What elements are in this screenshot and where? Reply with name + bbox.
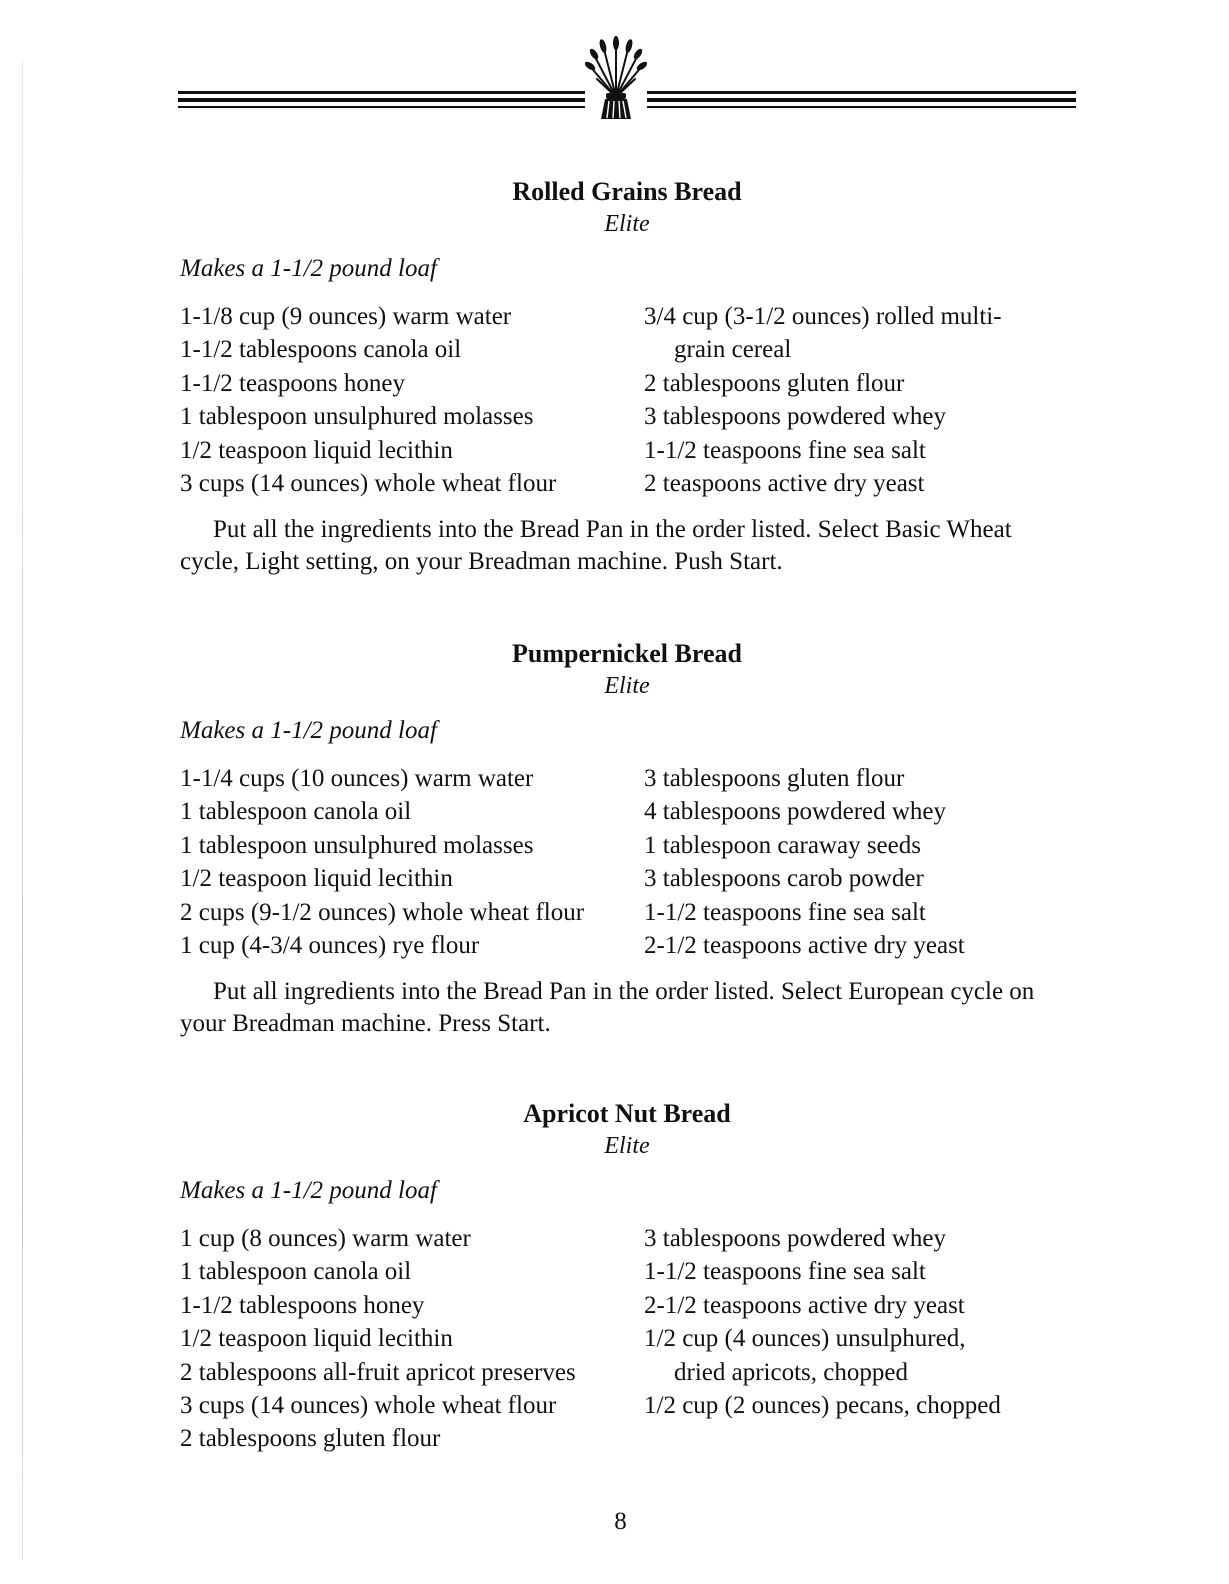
recipe-apricot-nut-bread xyxy=(0,1098,1229,1453)
ingredient: 2 tablespoons gluten flour xyxy=(180,1425,441,1453)
ingredient-list-right xyxy=(644,1222,1001,1422)
ingredient: 1-1/2 teaspoons honey xyxy=(180,369,405,397)
wheat-sheaf-icon xyxy=(585,35,647,121)
ingredient: 3/4 cup (3-1/2 ounces) rolled multi- xyxy=(644,303,1002,330)
recipe-yield: Makes a 1-1/2 pound loaf xyxy=(180,717,437,744)
ingredient: 3 cups (14 ounces) whole wheat flour xyxy=(180,470,557,498)
ingredient-list-left xyxy=(180,300,556,500)
recipe-yield: Makes a 1-1/2 pound loaf xyxy=(180,255,437,282)
ingredient: 1-1/2 tablespoons honey xyxy=(180,1291,425,1319)
ingredient: 1/2 teaspoon liquid lecithin xyxy=(180,436,453,464)
ingredient: 1 tablespoon canola oil xyxy=(180,798,412,826)
recipe-subtitle: Elite xyxy=(604,673,650,699)
ingredient: 3 tablespoons gluten flour xyxy=(644,765,905,792)
ingredient: 1 cup (8 ounces) warm water xyxy=(180,1225,471,1252)
page-number: 8 xyxy=(614,1508,627,1535)
recipe-instructions: Put all the ingredients into the Bread Pan in the order listed. Select Basic Wheat cycle, Light setting, on your Breadman machine. Push Start. xyxy=(180,516,1012,575)
ingredient: 1/2 cup (4 ounces) unsulphured, xyxy=(644,1325,966,1353)
ingredient: 3 tablespoons powdered whey xyxy=(644,1225,947,1252)
ingredient-continuation: dried apricots, chopped xyxy=(674,1358,908,1386)
ingredient: 3 tablespoons carob powder xyxy=(644,865,924,893)
ingredient: 1 tablespoon caraway seeds xyxy=(644,831,921,859)
ingredient: 1/2 cup (2 ounces) pecans, chopped xyxy=(644,1392,1001,1420)
ingredient-list-left xyxy=(180,1222,576,1456)
ingredient: 1-1/2 teaspoons fine sea salt xyxy=(644,436,926,464)
recipe-subtitle: Elite xyxy=(604,211,650,237)
ingredient: 1/2 teaspoon liquid lecithin xyxy=(180,865,453,893)
ingredient: 2 tablespoons all-fruit apricot preserves xyxy=(180,1358,576,1386)
recipe-title: Apricot Nut Bread xyxy=(523,1099,731,1128)
recipe-yield: Makes a 1-1/2 pound loaf xyxy=(180,1177,437,1204)
ingredient: 1 tablespoon unsulphured molasses xyxy=(180,831,534,859)
ingredient-list-left xyxy=(180,762,584,962)
scan-edge xyxy=(22,60,23,1560)
ingredient-list-right xyxy=(644,300,1002,500)
ingredient: 1 tablespoon canola oil xyxy=(180,1258,412,1286)
recipe-pumpernickel-bread xyxy=(0,638,1229,1037)
ingredient: 2-1/2 teaspoons active dry yeast xyxy=(644,1291,965,1319)
recipe-rolled-grains-bread xyxy=(0,176,1229,575)
ingredient: 2 cups (9-1/2 ounces) whole wheat flour xyxy=(180,898,585,926)
ingredient: 4 tablespoons powdered whey xyxy=(644,798,947,826)
ingredient: 2 tablespoons gluten flour xyxy=(644,369,905,397)
ingredient: 1-1/8 cup (9 ounces) warm water xyxy=(180,303,512,330)
ingredient: 2 teaspoons active dry yeast xyxy=(644,470,925,498)
recipe-instructions: Put all ingredients into the Bread Pan in the order listed. Select European cycle on your Breadman machine. Press Start. xyxy=(180,978,1035,1037)
recipe-subtitle: Elite xyxy=(604,1133,650,1159)
recipe-title: Pumpernickel Bread xyxy=(512,639,742,668)
ingredient: 3 tablespoons powdered whey xyxy=(644,403,947,431)
ingredient: 1-1/4 cups (10 ounces) warm water xyxy=(180,765,534,792)
ingredient: 1-1/2 teaspoons fine sea salt xyxy=(644,1258,926,1286)
ingredient: 1-1/2 tablespoons canola oil xyxy=(180,336,462,364)
ingredient: 2-1/2 teaspoons active dry yeast xyxy=(644,932,965,960)
ingredient: 3 cups (14 ounces) whole wheat flour xyxy=(180,1392,557,1420)
ingredient: 1 cup (4-3/4 ounces) rye flour xyxy=(180,932,480,960)
ingredient: 1 tablespoon unsulphured molasses xyxy=(180,403,534,431)
recipe-title: Rolled Grains Bread xyxy=(512,177,742,206)
ingredient-continuation: grain cereal xyxy=(674,336,792,364)
ingredient: 1/2 teaspoon liquid lecithin xyxy=(180,1325,453,1353)
ingredient-list-right xyxy=(644,762,965,962)
ingredient: 1-1/2 teaspoons fine sea salt xyxy=(644,898,926,926)
